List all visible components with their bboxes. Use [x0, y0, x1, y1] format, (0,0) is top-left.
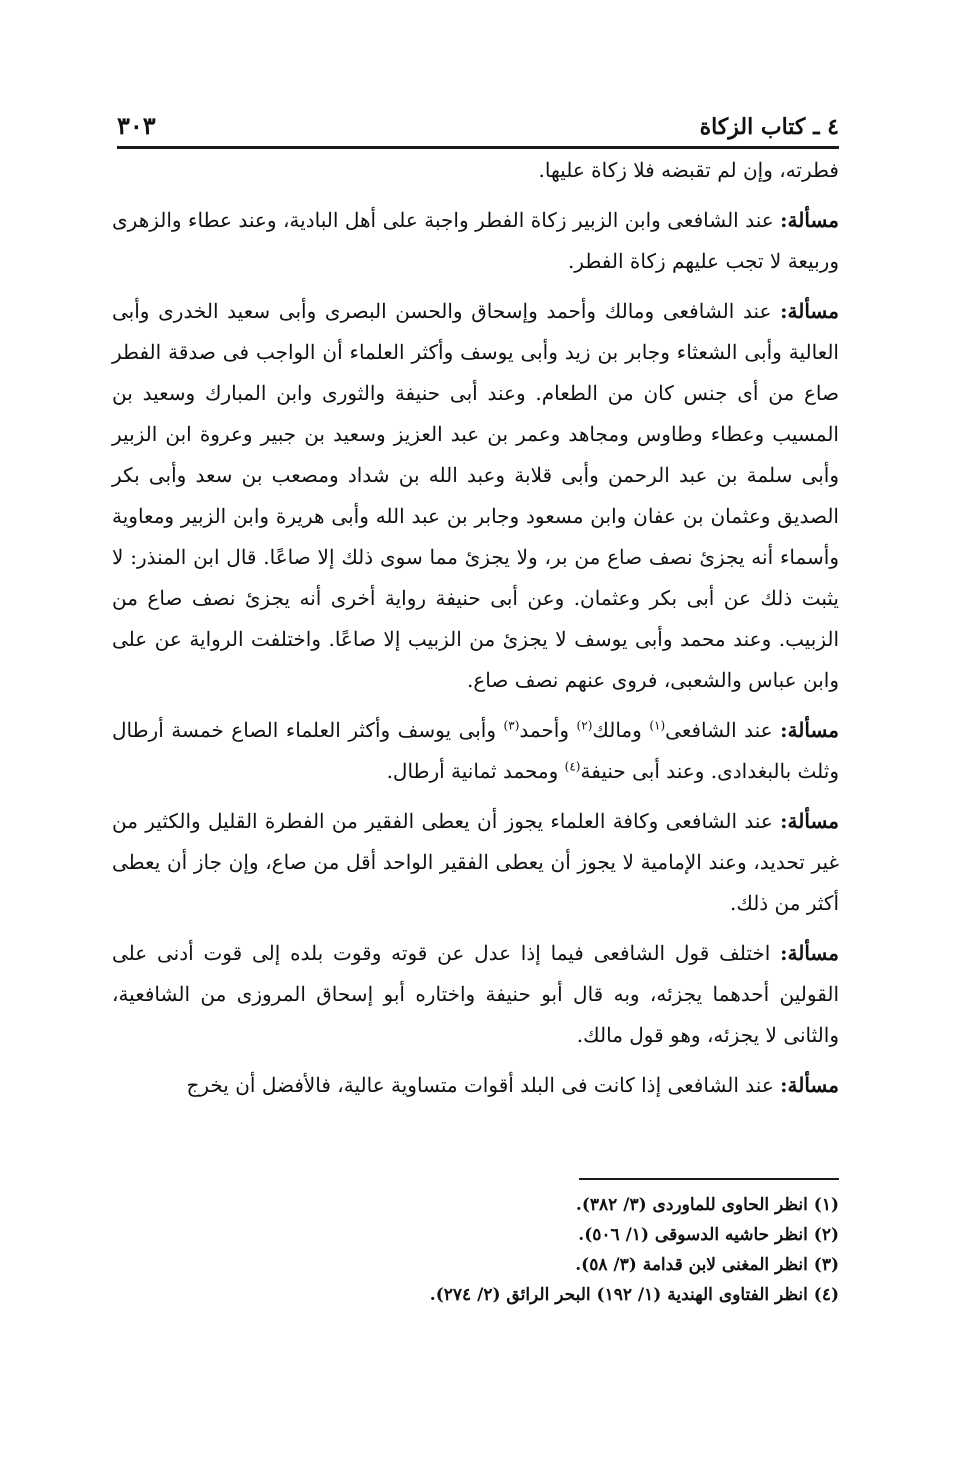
- masala-term: مسألة:: [780, 1073, 839, 1097]
- masala-text-segment: عند الشافعى: [665, 718, 773, 742]
- opening-line: فطرته، وإن لم تقبضه فلا زكاة عليها.: [538, 158, 839, 182]
- masala-term: مسألة:: [780, 809, 840, 833]
- footnote: (٣) انظر المغنى لابن قدامة (٣/ ٥٨).: [575, 1255, 839, 1275]
- masala-text: عند الشافعى ومالك وأحمد وإسحاق والحسن البصرى وأبى سعيد الخدرى وأبى العالية وأبى الشعثاء وجابر بن زيد وأبى يوسف وأكثر العلماء أن الواجب فى صدقة الفطر صاع من أى جنس كان من الطعام. وعند أبى حنيفة والثورى وابن المبارك وسعيد بن المسيب وعطاء وطاوس ومجاهد وعمر بن عبد العزيز وسعيد بن جبير وعروة ابن الزبير وأبى سلمة بن عبد الرحمن وأبى قلابة وعبد الله بن شداد ومصعب بن سعد وأبى بكر الصديق وعثمان بن عفان وابن مسعود وجابر بن عبد الله وأبى هريرة وابن الزبير ومعاوية وأسماء أنه يجزئ نصف صاع من بر، ولا يجزئ مما سوى ذلك إلا صاعًا. قال ابن المنذر: لا يثبت ذلك عن أبى بكر وعثمان. وعن أبى حنيفة رواية أخرى أنه يجزئ نصف صاع من الزبيب. وعند محمد وأبى يوسف لا يجزئ من الزبيب إلا صاعًا. واختلفت الرواية عن على وابن عباس والشعبى، فروى عنهم نصف صاع.: [112, 299, 839, 692]
- footnotes: [112, 1190, 839, 1310]
- masala-term: مسألة:: [780, 718, 840, 742]
- masala-text-segment: ومحمد ثمانية أرطال.: [386, 759, 565, 783]
- footnote-ref[interactable]: (٣): [503, 718, 520, 733]
- masala-paragraph: [112, 291, 839, 701]
- footnote-ref[interactable]: (٢): [576, 718, 593, 733]
- running-header: [117, 96, 839, 149]
- masala-text-segment: وأحمد: [519, 718, 577, 742]
- masala-text-segment: ومالك: [592, 718, 650, 742]
- masala-text: عند الشافعى وابن الزبير زكاة الفطر واجبة على أهل البادية، وعند عطاء والزهرى وربيعة لا تجب عليهم زكاة الفطر.: [112, 208, 839, 273]
- masala-text-segment: وأبى يوسف وأكثر العلماء الصاع خمسة أرطال وثلث بالبغدادى. وعند أبى حنيفة: [112, 718, 839, 783]
- masala-text: عند الشافعى إذا كانت فى البلد أقوات متساوية عالية، فالأفضل أن يخرج: [186, 1073, 774, 1097]
- masala-paragraph: [112, 1065, 839, 1106]
- masala-paragraph: [112, 710, 839, 792]
- masala-paragraph: [112, 801, 839, 924]
- masala-term: مسألة:: [780, 208, 840, 232]
- main-text: [112, 150, 839, 1115]
- masala-paragraph: [112, 200, 839, 282]
- masala-term: مسألة:: [780, 941, 839, 965]
- masala-paragraph: [112, 933, 839, 1056]
- masala-text: اختلف قول الشافعى فيما إذا عدل عن قوته وقوت بلده إلى قوت أدنى على القولين أحدهما يجزئه، وبه قال أبو حنيفة واختاره أبو إسحاق المروزى من الشافعية، والثانى لا يجزئه، وهو قول مالك.: [112, 941, 839, 1047]
- page-number: ٣٠٣: [117, 111, 156, 140]
- footnote: (٤) انظر الفتاوى الهندية (١/ ١٩٢) البحر الرائق (٢/ ٢٧٤).: [429, 1285, 839, 1305]
- footnote: (١) انظر الحاوى للماوردى (٣/ ٣٨٢).: [575, 1195, 839, 1215]
- masala-term: مسألة:: [780, 299, 839, 323]
- chapter-title: ٤ ـ كتاب الزكاة: [699, 114, 839, 140]
- footnote-ref[interactable]: (١): [649, 718, 666, 733]
- masala-text: عند الشافعى وكافة العلماء يجوز أن يعطى الفقير من الفطرة القليل والكثير من غير تحديد، وعند الإمامية لا يجوز أن يعطى الفقير الواحد أقل من صاع، وإن جاز أن يعطى أكثر من ذلك.: [112, 809, 839, 915]
- footnote-ref[interactable]: (٤): [564, 759, 581, 774]
- footnote-separator: [579, 1178, 839, 1180]
- footnote: (٢) انظر حاشيه الدسوقى (١/ ٥٠٦).: [578, 1225, 839, 1245]
